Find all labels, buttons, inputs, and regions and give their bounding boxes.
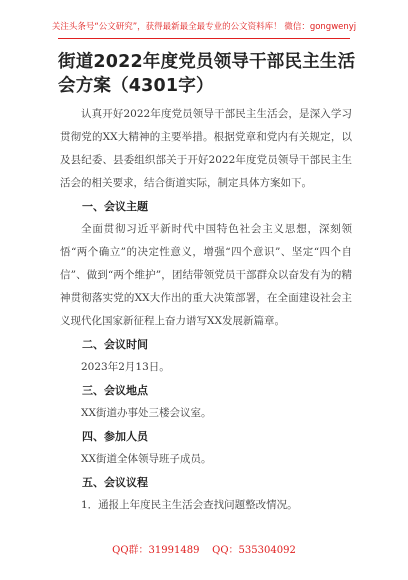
section-body-attendees: XX街道全体领导班子成员。 [81, 453, 212, 465]
section-body-agenda: 1．通报上年度民主生活会查找问题整改情况。 [81, 499, 298, 511]
document-body [60, 103, 352, 517]
section-heading-theme: 一、会议主题 [82, 200, 148, 213]
section-heading-location: 三、会议地点 [82, 384, 148, 397]
section-body-theme: 全面贯彻习近平新时代中国特色社会主义思想，深刻领悟“两个确立”的决定性意义，增强“四个意识”、坚定“四个自信”、做到“两个维护”，团结带领党员干部群众以奋发有为的精神贯彻落实党的XX大作出的重大决策部署，在全面建设社会主义现代化国家新征程上奋力谱写XX发展新篇章。 [60, 223, 352, 327]
section-heading-attendees: 四、参加人员 [82, 430, 148, 443]
header-banner: 关注头条号“公文研究”，获得最新最全最专业的公文资料库！ 微信：gongwenyj [51, 22, 357, 32]
section-body-location: XX街道办事处三楼会议室。 [81, 407, 212, 419]
footer-contact: QQ群：31991489 QQ：535304092 [112, 545, 296, 556]
header-divider [58, 38, 350, 39]
section-heading-time: 二、会议时间 [82, 338, 148, 351]
section-heading-agenda: 五、会议议程 [82, 476, 148, 489]
intro-paragraph: 认真开好2022年度党员领导干部民主生活会，是深入学习贯彻党的XX大精神的主要举措。根据党章和党内有关规定，以及县纪委、县委组织部关于开好2022年度党员领导干部民主生活会的相关要求，结合街道实际，制定具体方案如下。 [60, 108, 352, 189]
document-title: 街道2022年度党员领导干部民主生活会方案（4301字） [58, 52, 356, 96]
section-body-time: 2023年2月13日。 [81, 361, 170, 373]
